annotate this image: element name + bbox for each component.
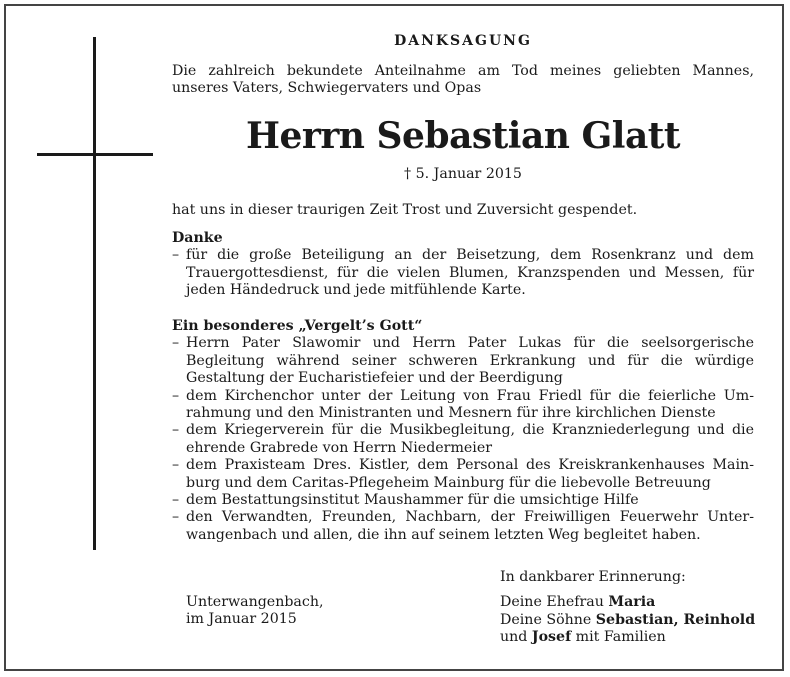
signature-intro: In dankbarer Erinnerung: — [500, 569, 686, 585]
danke-section — [172, 230, 754, 300]
vergelt-list — [172, 335, 754, 544]
dash-mark: – — [172, 492, 180, 509]
signature-line-wife: Deine Ehefrau Maria — [500, 594, 656, 611]
signature-line-sons: Deine Söhne Sebastian, Reinhold — [500, 611, 756, 628]
list-item: – Herrn Pater Slawomir und Herrn Pater Lukas für die seelsorgerische Begleitung während seiner schweren Erkrankung und für die würdige Gestaltung der Eucharistiefeier und der Beerdigung — [172, 335, 754, 387]
place-name: Unterwangenbach, — [186, 594, 324, 610]
danke-title: Danke — [172, 230, 223, 246]
dash-mark: – — [172, 387, 180, 404]
son-name: Josef — [531, 629, 572, 646]
cross-icon-horizontal — [37, 153, 153, 156]
list-item: – für die große Beteiligung an der Beisetzung, dem Rosenkranz und dem Trauergottesdienst, für die vielen Blumen, Kranzspenden und Messen, für jeden Händedruck und jede mitfühlende Karte. — [172, 247, 754, 299]
list-item: – dem Kriegerverein für die Musikbegleitung, die Kranzniederlegung und die ehrende Grabrede von Herrn Niedermeier — [172, 422, 754, 456]
notice-heading: DANKSAGUNG — [394, 33, 532, 49]
dash-mark: – — [172, 247, 180, 264]
signature-block — [500, 569, 755, 647]
danke-list — [172, 247, 754, 299]
list-item: – den Verwandten, Freunden, Nachbarn, der Freiwilligen Feuerwehr Unterwangenbach und allen, die ihn auf seinem letzten Weg begleitet haben. — [172, 509, 754, 543]
wife-name: Maria — [608, 594, 656, 611]
death-date: † 5. Januar 2015 — [404, 166, 522, 182]
list-item: – dem Bestattungsinstitut Maushammer für die umsichtige Hilfe — [172, 492, 639, 509]
cross-icon-vertical — [93, 37, 96, 550]
list-item: – dem Praxisteam Dres. Kistler, dem Personal des Kreiskrankenhauses Mainburg und dem Caritas-Pflegeheim Mainburg für die liebevolle Betreuung — [172, 457, 754, 491]
place-date — [186, 594, 323, 629]
list-item: – dem Kirchenchor unter der Leitung von Frau Friedl für die feierliche Umrahmung und den Ministranten und Mesnern für ihre kirchlichen Dienste — [172, 387, 754, 422]
dash-mark: – — [172, 335, 180, 352]
notice-date: im Januar 2015 — [186, 611, 297, 628]
sons-names: Sebastian, Reinhold — [595, 611, 756, 628]
vergelt-section — [172, 318, 754, 544]
intro-text: Die zahlreich bekundete Anteilnahme am Tod meines geliebten Mannes, unseres Vaters, Schwiegervaters und Opas — [172, 63, 754, 97]
deceased-name: Herrn Sebastian Glatt — [245, 115, 681, 157]
vergelt-title: Ein besonderes „Vergelt’s Gott“ — [172, 318, 423, 334]
signature-line-families: und Josef mit Familien — [500, 629, 666, 646]
dash-mark: – — [172, 457, 180, 474]
support-text: hat uns in dieser traurigen Zeit Trost und Zuversicht gespendet. — [172, 202, 638, 218]
dash-mark: – — [172, 509, 180, 526]
dash-mark: – — [172, 422, 180, 439]
